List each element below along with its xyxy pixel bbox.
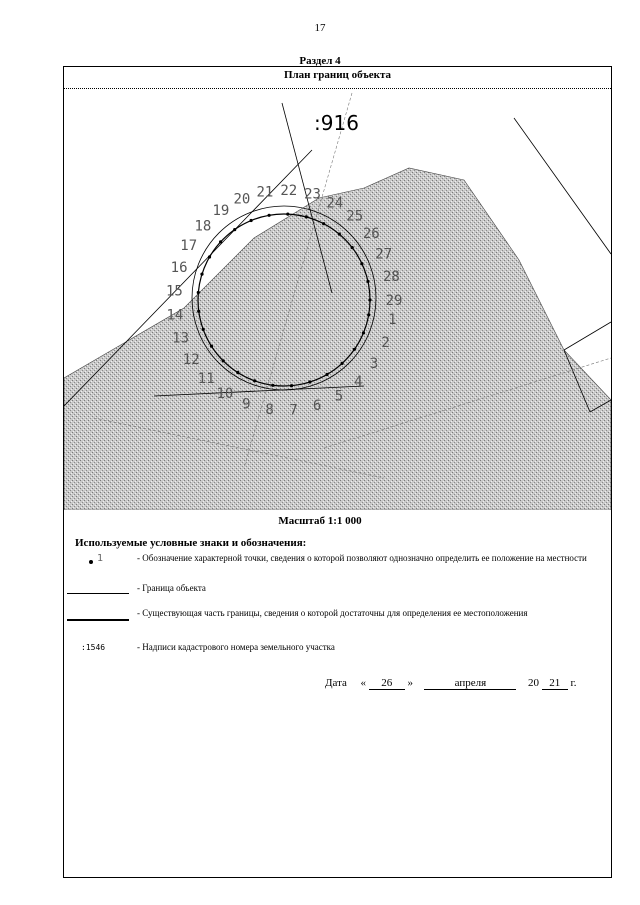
plan-title: План границ объекта xyxy=(64,67,611,89)
legend-item-boundary xyxy=(67,583,587,597)
point-label-15: 15 xyxy=(165,283,183,300)
point-label-2: 2 xyxy=(381,335,390,352)
legend-item-point xyxy=(67,553,587,577)
point-label-12: 12 xyxy=(182,352,200,369)
point-dot-icon xyxy=(89,560,93,564)
point-label-21: 21 xyxy=(256,184,274,201)
existing-boundary-symbol xyxy=(67,608,129,620)
boundary-point-1 xyxy=(367,313,370,316)
boundary-point-17 xyxy=(208,255,211,258)
boundary-map xyxy=(64,88,611,510)
boundary-point-13 xyxy=(202,328,205,331)
boundary-point-7 xyxy=(290,384,293,387)
date-open-quote: « xyxy=(360,677,366,689)
point-label-18: 18 xyxy=(194,218,212,235)
boundary-point-23 xyxy=(305,215,308,218)
point-label-3: 3 xyxy=(369,356,379,373)
cadastral-number-symbol xyxy=(67,642,129,654)
boundary-point-10 xyxy=(236,371,239,374)
point-label-16: 16 xyxy=(170,259,188,276)
cadastral-number-sample: :1546 xyxy=(81,643,106,652)
point-label-1: 1 xyxy=(388,312,397,329)
boundary-point-22 xyxy=(286,213,289,216)
parcel-shading xyxy=(64,168,611,510)
point-label-9: 9 xyxy=(242,396,251,413)
point-number-sample: 1 xyxy=(97,553,104,564)
date-month: апреля xyxy=(424,677,516,690)
boundary-point-21 xyxy=(268,214,271,217)
boundary-point-19 xyxy=(233,228,236,231)
point-label-27: 27 xyxy=(375,246,393,263)
boundary-point-16 xyxy=(200,273,203,276)
point-label-7: 7 xyxy=(289,402,298,419)
point-label-6: 6 xyxy=(312,397,322,414)
point-label-28: 28 xyxy=(382,269,400,286)
boundary-point-11 xyxy=(222,359,225,362)
point-label-26: 26 xyxy=(362,226,380,242)
date-close-quote: » xyxy=(407,677,413,689)
boundary-point-2 xyxy=(362,331,365,334)
boundary-point-14 xyxy=(197,310,200,313)
boundary-point-26 xyxy=(351,246,354,249)
point-label-11: 11 xyxy=(197,370,215,387)
date-day: 26 xyxy=(369,677,405,690)
map-scale: Масштаб 1:1 000 xyxy=(278,515,362,527)
date-line xyxy=(325,677,576,690)
date-year-prefix: 20 xyxy=(527,677,539,689)
legend-text-point: - Обозначение характерной точки, сведения о которой позволяют однозначно определить ее положение на местности xyxy=(137,553,587,563)
point-label-24: 24 xyxy=(326,195,344,212)
point-label-19: 19 xyxy=(212,202,230,219)
date-label: Дата xyxy=(325,677,347,689)
point-label-10: 10 xyxy=(216,385,234,402)
boundary-point-15 xyxy=(197,291,200,294)
point-label-23: 23 xyxy=(304,186,321,203)
point-label-29: 29 xyxy=(385,293,403,309)
point-label-14: 14 xyxy=(166,307,184,324)
point-label-20: 20 xyxy=(233,191,251,208)
boundary-point-28 xyxy=(366,280,369,283)
legend-item-existing-boundary xyxy=(67,608,587,632)
point-label-22: 22 xyxy=(280,183,298,200)
existing-boundary-line-icon xyxy=(67,619,129,621)
boundary-point-12 xyxy=(210,345,213,348)
date-year-unit: г. xyxy=(570,677,577,689)
characteristic-point-symbol xyxy=(67,553,129,565)
date-year-suffix: 21 xyxy=(542,677,568,690)
boundary-point-18 xyxy=(219,240,222,243)
boundary-point-5 xyxy=(325,373,328,376)
boundary-point-27 xyxy=(360,262,363,265)
legend-text-boundary: - Граница объекта xyxy=(137,583,206,593)
point-label-13: 13 xyxy=(172,330,190,347)
boundary-point-20 xyxy=(250,219,253,222)
point-label-25: 25 xyxy=(346,208,364,225)
boundary-point-3 xyxy=(353,348,356,351)
cadastral-number-label: :916 xyxy=(314,111,359,135)
legend-text-existing-boundary: - Существующая часть границы, сведения о которой достаточны для определения ее местоположения xyxy=(137,608,528,618)
boundary-point-29 xyxy=(368,298,371,301)
boundary-point-25 xyxy=(338,233,341,236)
boundary-point-24 xyxy=(322,222,325,225)
boundary-point-8 xyxy=(271,384,274,387)
boundary-point-9 xyxy=(253,379,256,382)
boundary-line-icon xyxy=(67,593,129,594)
section-title: Раздел 4 xyxy=(299,55,341,67)
point-label-17: 17 xyxy=(180,238,198,254)
point-label-4: 4 xyxy=(354,374,363,391)
page-number: 17 xyxy=(314,22,326,34)
boundary-point-6 xyxy=(308,380,311,383)
legend-title: Используемые условные знаки и обозначения: xyxy=(75,537,307,549)
legend-text-cadastral-number: - Надписи кадастрового номера земельного участка xyxy=(137,642,335,652)
legend-item-cadastral-number xyxy=(67,642,587,656)
point-label-8: 8 xyxy=(265,402,274,419)
object-boundary-symbol xyxy=(67,583,129,595)
boundary-point-4 xyxy=(341,362,344,365)
point-label-5: 5 xyxy=(334,388,344,405)
